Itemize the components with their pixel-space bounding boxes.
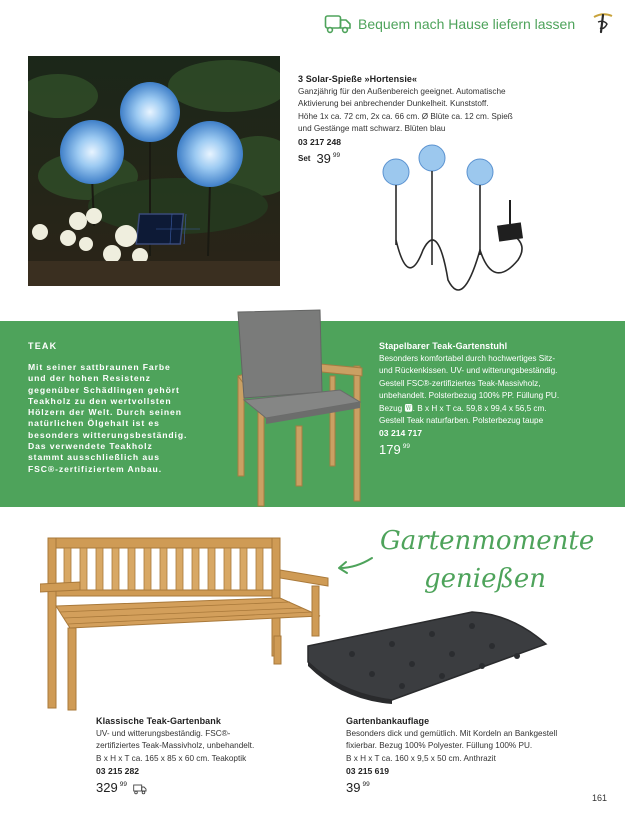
product-description: UV- und witterungsbeständig. FSC®- zertifiziertes Teak-Massivholz, unbehandelt. B x H x T ca. 165 x 85 x 60 cm. Teakoptik bbox=[96, 729, 255, 763]
price bbox=[298, 151, 558, 166]
delivery-banner bbox=[324, 12, 614, 36]
solar-stakes-cutout bbox=[378, 140, 558, 315]
delivery-truck-icon bbox=[324, 13, 352, 35]
price-main: 39 bbox=[316, 150, 331, 166]
price-main: 329 bbox=[96, 780, 118, 796]
tchibo-logo-icon bbox=[592, 11, 614, 35]
delivery-truck-icon bbox=[133, 784, 147, 795]
product-title: 3 Solar-Spieße »Hortensie« bbox=[298, 74, 418, 84]
price-cents: 99 bbox=[402, 443, 410, 451]
article-number: 03 217 248 bbox=[298, 136, 342, 147]
chair-product-info bbox=[379, 341, 599, 457]
price-unit: Set bbox=[298, 153, 311, 163]
script-headline: Gartenmomente genießen bbox=[380, 526, 595, 594]
teak-bench-image bbox=[40, 536, 332, 716]
product-title: Klassische Teak-Gartenbank bbox=[96, 716, 221, 726]
article-number: 03 214 717 bbox=[379, 428, 423, 439]
product-title: Stapelbarer Teak-Gartenstuhl bbox=[379, 341, 508, 351]
product-description: Besonders komfortabel durch hochwertiges Sitz- und Rückenkissen. UV- und witterungsbeständig. Gestell FSC®-zertifiziertes Teak-Massivholz, unbehandelt. Polsterbezug 100% PP. Füllung PU. Bezug 🆆. B x H x T ca. 59,8 x 99,4 x 56,5 cm. Gestell Teak naturfarben. Polsterbezug taupe bbox=[379, 354, 560, 426]
teak-heading: TEAK bbox=[28, 341, 58, 351]
page-number: 161 bbox=[591, 793, 607, 803]
price-cents: 99 bbox=[332, 151, 341, 159]
price-cents: 99 bbox=[119, 781, 127, 789]
teak-chair-image bbox=[230, 306, 370, 512]
cushion-product-info bbox=[346, 716, 596, 795]
solar-product-info bbox=[298, 74, 558, 166]
price bbox=[379, 442, 599, 457]
article-number: 03 215 619 bbox=[346, 766, 390, 777]
teak-info-text: Mit seiner sattbraunen Farbe und der hohen Resistenz gegenüber Schädlingen gehört Teakholz zu den wertvollsten Hölzern der Welt. Durch seinen natürlichen Ölgehalt ist es besonders witterungsbeständig. Das verwendete Teakholz stammt ausschließlich aus FSC®-zertifiziertem Anbau. bbox=[28, 362, 188, 474]
product-title: Gartenbankauflage bbox=[346, 716, 430, 726]
price bbox=[96, 780, 306, 795]
price-main: 179 bbox=[379, 442, 401, 458]
bench-product-info bbox=[96, 716, 306, 795]
bench-cushion-image bbox=[302, 604, 552, 706]
product-description: Besonders dick und gemütlich. Mit Kordeln an Bankgestell fixierbar. Bezug 100% Polyester. Füllung 100% PU. B x H x T ca. 160 x 9,5 x 50 cm. Anthrazit bbox=[346, 729, 558, 763]
solar-hydrangea-photo bbox=[28, 56, 280, 286]
product-description: Ganzjährig für den Außenbereich geeignet. Automatische Aktivierung bei anbrechender Dunkelheit. Kunststoff. Höhe 1x ca. 72 cm, 2x ca. 66 cm. Ø Blüte ca. 12 cm. Spieß und Gestänge matt schwarz. Blüten blau bbox=[298, 87, 513, 134]
price bbox=[346, 780, 596, 795]
delivery-text: Bequem nach Hause liefern lassen bbox=[358, 16, 576, 32]
arrow-left-icon bbox=[334, 552, 374, 576]
price-main: 39 bbox=[346, 780, 361, 796]
article-number: 03 215 282 bbox=[96, 766, 140, 777]
price-cents: 99 bbox=[362, 781, 370, 789]
